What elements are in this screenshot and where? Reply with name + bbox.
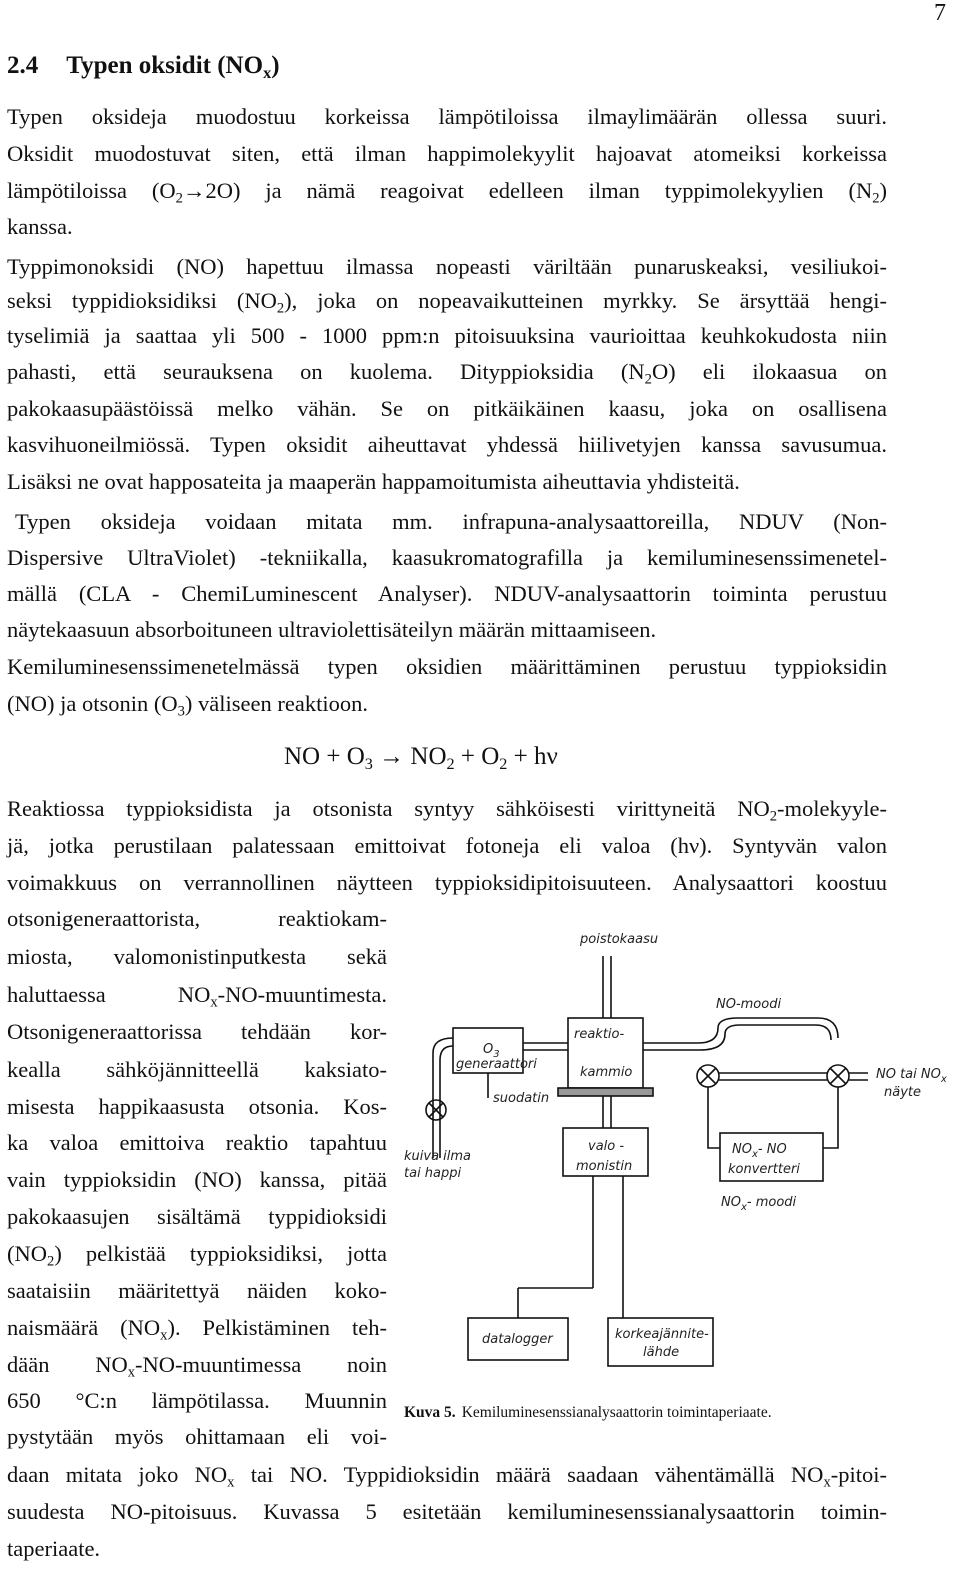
label-no-tai-nox: NO tai $NO_x$ bbox=[876, 1067, 947, 1085]
label-no-moodi: NO-moodi bbox=[716, 997, 782, 1012]
text-line: daan mitata joko $NO_x$ tai NO. Typpidioksidin määrä saadaan vähentämällä $NO_x-pitoi-$ bbox=[7, 1462, 887, 1491]
text-line: saataisiin määritettyä näiden koko- bbox=[7, 1278, 387, 1303]
text-line: misesta happikaasusta otsonia. Kos- bbox=[7, 1094, 387, 1119]
text-line: Typen oksideja muodostuu korkeissa lämpötiloissa ilmaylimäärän ollessa suuri. bbox=[7, 104, 887, 129]
text-line: miosta, valomonistinputkesta sekä bbox=[7, 944, 387, 969]
label-nayte: näyte bbox=[884, 1085, 921, 1100]
text-line: otsonigeneraattorista, reaktiokam- bbox=[7, 906, 387, 931]
analyzer-diagram bbox=[398, 918, 947, 1388]
section-title: Typen oksidit (NO bbox=[66, 52, 264, 79]
label-generator: generaattori bbox=[456, 1057, 537, 1072]
section-number: 2.4 bbox=[7, 52, 39, 79]
label-reaktio: reaktio- bbox=[574, 1027, 625, 1042]
text-line: lämpötiloissa $(O_2\to 2O)$ ja nämä reagoivat edelleen ilman typpimolekyylien $(N_2)$ bbox=[7, 178, 887, 207]
text-line: (NO) ja otsonin $(O_3)$ väliseen reaktioon. bbox=[7, 691, 368, 720]
text-line: pystytään myös ohittamaan eli voi- bbox=[7, 1424, 387, 1449]
text-line: Reaktiossa typpioksidista ja otsonista syntyy sähköisesti virittyneitä $NO_2-molekyyle-$ bbox=[7, 796, 887, 825]
label-nox-moodi: $NO_x-$ moodi bbox=[721, 1195, 797, 1213]
text-line: pakokaasujen sisältämä typpidioksidi bbox=[7, 1204, 387, 1229]
text-line: tyselimiä ja saattaa yli 500 - 1000 ppm:n pitoisuuksina vaurioittaa keuhkokudosta niin bbox=[7, 323, 887, 348]
text-line: Oksidit muodostuvat siten, että ilman happimolekyylit hajoavat atomeiksi korkeissa bbox=[7, 141, 887, 166]
text-line: dään $NO_x-NO$-muuntimessa noin bbox=[7, 1352, 387, 1381]
text-line: haluttaessa $NO_x-NO$-muuntimesta. bbox=[7, 982, 387, 1011]
text-line: pahasti, että seurauksena on kuolema. Dityppioksidia $(N_2O)$ eli ilokaasua on bbox=[7, 359, 888, 388]
page-number: 7 bbox=[934, 0, 946, 26]
section-heading bbox=[7, 52, 280, 80]
text-line: vain typpioksidin (NO) kanssa, pitää bbox=[7, 1167, 387, 1192]
text-line: seksi typpidioksidiksi $(NO_2)$, joka on nopeavaikutteinen myrkky. Se ärsyttää hengi- bbox=[7, 288, 887, 317]
label-konvertteri: konvertteri bbox=[728, 1162, 800, 1177]
label-korkeajannite: korkeajännite- bbox=[615, 1327, 709, 1342]
label-datalogger: datalogger bbox=[482, 1332, 553, 1347]
label-lahde: lähde bbox=[643, 1345, 680, 1360]
label-valo: valo - bbox=[588, 1139, 625, 1154]
filter-bar bbox=[558, 1088, 653, 1096]
text-line: 650 °C:n lämpötilassa. Muunnin bbox=[7, 1388, 387, 1413]
reaction-equation: NO + $O_3 \to NO_2 + O_2 + h\nu$ bbox=[284, 743, 558, 773]
text-line: voimakkuus on verrannollinen näytteen typpioksidipitoisuuteen. Analysaattori koostuu bbox=[7, 870, 887, 895]
label-kuiva-ilma: kuiva ilma bbox=[404, 1149, 472, 1164]
text-line: naismäärä $(NO_x)$. Pelkistäminen teh- bbox=[7, 1315, 387, 1344]
text-line: Lisäksi ne ovat happosateita ja maaperän happamoitumista aiheuttavia yhdisteitä. bbox=[7, 469, 740, 494]
text-line: pakokaasupäästöissä melko vähän. Se on pitkäikäinen kaasu, joka on osallisena bbox=[7, 396, 887, 421]
text-line: Typen oksideja voidaan mitata mm. infrapuna-analysaattoreilla, NDUV (Non- bbox=[15, 509, 887, 534]
text-line: ka valoa emittoiva reaktio tapahtuu bbox=[7, 1130, 387, 1155]
text-line: suudesta NO-pitoisuus. Kuvassa 5 esitetään kemiluminesenssianalysaattorin toimin- bbox=[7, 1499, 887, 1524]
caption-text: Kemiluminesenssianalysaattorin toimintaperiaate. bbox=[461, 1404, 772, 1421]
text-line: Kemiluminesenssimenetelmässä typen oksidien määrittäminen perustuu typpioksidin bbox=[7, 654, 887, 679]
label-suodatin: suodatin bbox=[493, 1091, 550, 1106]
figure-caption bbox=[404, 1404, 772, 1422]
text-line: Dispersive UltraViolet) -tekniikalla, kaasukromatografilla ja kemiluminesenssimenetel- bbox=[7, 545, 887, 570]
text-line: kealla sähköjännitteellä kaksiato- bbox=[7, 1057, 387, 1082]
text-line: taperiaate. bbox=[7, 1536, 101, 1561]
text-line: mällä (CLA - ChemiLuminescent Analyser). NDUV-analysaattorin toiminta perustuu bbox=[7, 581, 887, 606]
subscript: x bbox=[263, 63, 272, 82]
text-line: kasvihuoneilmiössä. Typen oksidit aiheuttavat yhdessä hiilivetyjen kanssa savusumua. bbox=[7, 432, 887, 457]
section-title-end: ) bbox=[271, 52, 280, 79]
label-poistokaasu: poistokaasu bbox=[580, 932, 659, 947]
text-line: Otsonigeneraattorissa tehdään kor- bbox=[7, 1019, 387, 1044]
label-nox-no: $NO_x-$ NO bbox=[732, 1142, 787, 1160]
text-line: näytekaasuun absorboituneen ultraviolettisäteilyn määrän mittaamiseen. bbox=[7, 617, 657, 642]
text-line: Typpimonoksidi (NO) hapettuu ilmassa nopeasti väriltään punaruskeaksi, vesiliukoi- bbox=[7, 254, 887, 279]
caption-label: Kuva 5. bbox=[404, 1404, 456, 1421]
label-tai-happi: tai happi bbox=[404, 1166, 462, 1181]
label-kammio: kammio bbox=[580, 1065, 633, 1080]
label-monistin: monistin bbox=[576, 1159, 633, 1174]
text-line: kanssa. bbox=[7, 214, 73, 239]
label-o3: $O_3$ bbox=[483, 1042, 500, 1060]
text-line: jä, jotka perustilaan palatessaan emittoivat fotoneja eli valoa (hν). Syntyvän valon bbox=[7, 833, 887, 858]
text-line: $(NO_2)$ pelkistää typpioksidiksi, jotta bbox=[7, 1241, 387, 1270]
